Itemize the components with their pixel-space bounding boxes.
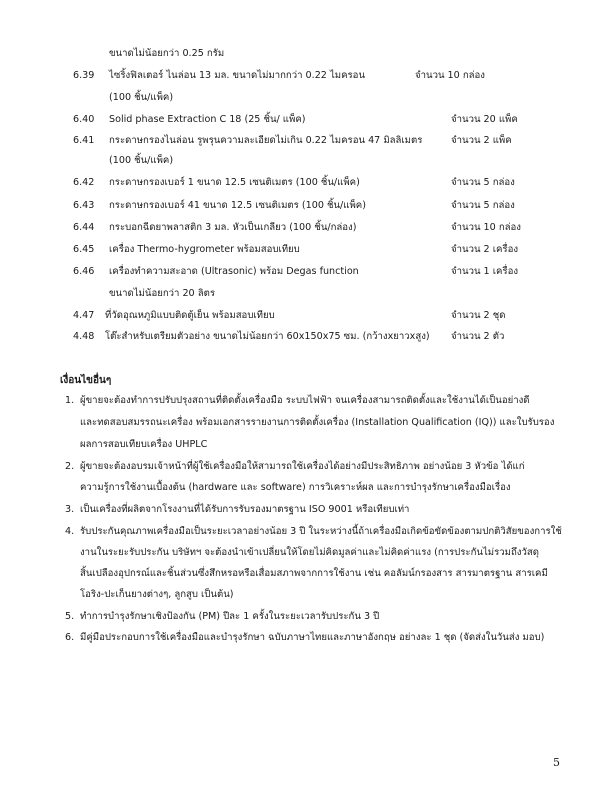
item-quantity: จำนวน 10 กล่อง [415,70,485,81]
item-text: โต๊ะสำหรับเตรียมตัวอย่าง ขนาดไม่น้อยกว่า 60x150x75 ซม. (กว้างxยาวxสูง) [105,331,430,342]
item-number: 4.47 [73,310,95,321]
conditions-heading: เงื่อนไขอื่นๆ [60,375,112,386]
condition-line: งานในระยะรับประกัน บริษัทฯ จะต้องนำเข้าเปลี่ยนให้โดยไม่คิดมูลค่าและไม่คิดค่าแรง (การประกันไม่รวมถึงวัสดุ [80,547,539,558]
item-quantity: จำนวน 5 กล่อง [451,200,515,211]
item-number: 6.40 [73,114,95,125]
condition-line: ทำการบำรุงรักษาเชิงป้องกัน (PM) ปีละ 1 ครั้งในระยะเวลารับประกัน 3 ปี [80,611,380,622]
item-text-continued: ขนาดไม่น้อยกว่า 20 ลิตร [109,288,215,299]
condition-line: มีคู่มือประกอบการใช้เครื่องมือและบำรุงรักษา ฉบับภาษาไทยและภาษาอังกฤษ อย่างละ 1 ชุด (จัดส่งในวันส่ง มอบ) [80,632,545,643]
item-text: Solid phase Extraction C 18 (25 ชิ้น/ แพ็ค) [109,114,306,125]
page-number: 5 [553,756,560,769]
item-number: 4.48 [73,331,95,342]
item-text: ที่วัดอุณหภูมิแบบติดตู้เย็น พร้อมสอบเทียบ [105,310,275,321]
item-quantity: จำนวน 1 เครื่อง [451,266,519,277]
item-text: กระบอกฉีดยาพลาสติก 3 มล. หัวเป็นเกลียว (100 ชิ้น/กล่อง) [109,222,357,233]
item-text-continued: (100 ชิ้น/แพ็ค) [109,155,174,166]
condition-number: 5. [65,611,75,622]
condition-line: ผู้ขายจะต้องทำการปรับปรุงสถานที่ติดตั้งเครื่องมือ ระบบไฟฟ้า จนเครื่องสามารถติดตั้งและใช้งานได้เป็นอย่างดี [80,395,530,406]
condition-number: 6. [65,632,75,643]
condition-line: รับประกันคุณภาพเครื่องมือเป็นระยะเวลาอย่างน้อย 3 ปี ในระหว่างนี้ถ้าเครื่องมือเกิดข้อขัดข้องตามปกติวิสัยของการใช้ [80,526,562,537]
item-text: เครื่อง Thermo-hygrometer พร้อมสอบเทียบ [109,244,300,255]
item-number: 6.45 [73,244,95,255]
condition-line: สิ้นเปลืองอุปกรณ์และชิ้นส่วนซึ่งสึกหรอหรือเสื่อมสภาพจากการใช้งาน เช่น คอลัมน์กรองสาร สารมาตรฐาน สารเคมี [80,568,548,579]
condition-line: ความรู้การใช้งานเบื้องต้น (hardware และ software) การวิเคราะห์ผล และการบำรุงรักษาเครื่องมือเรื่อง [80,482,511,493]
item-number: 6.39 [73,70,95,81]
item-number: 6.42 [73,177,95,188]
item-text: ไซริ้งฟิลเตอร์ ไนล่อน 13 มล. ขนาดไม่มากกว่า 0.22 ไมครอน [109,70,365,81]
item-text: กระดาษกรองไนล่อน รูพรุนความละเอียดไม่เกิน 0.22 ไมครอน 47 มิลลิเมตร [109,135,423,146]
condition-number: 4. [65,526,75,537]
item-number: 6.44 [73,222,95,233]
item-quantity: จำนวน 5 กล่อง [451,177,515,188]
item-text: เครื่องทำความสะอาด (Ultrasonic) พร้อม Degas function [109,266,359,277]
condition-line: ผลการสอบเทียบเครื่อง UHPLC [80,439,208,450]
item-text-continued: (100 ชิ้น/แพ็ค) [109,92,174,103]
item-quantity: จำนวน 20 แพ็ค [451,114,518,125]
item-quantity: จำนวน 2 แพ็ค [451,135,512,146]
item-number: 6.41 [73,135,95,146]
condition-line: ผู้ขายจะต้องอบรมเจ้าหน้าที่ผู้ใช้เครื่องมือให้สามารถใช้เครื่องได้อย่างมีประสิทธิภาพ อย่างน้อย 3 หัวข้อ ได้แก่ [80,461,525,472]
item-text: กระดาษกรองเบอร์ 1 ขนาด 12.5 เซนติเมตร (100 ชิ้น/แพ็ค) [109,177,360,188]
item-quantity: จำนวน 2 เครื่อง [451,244,519,255]
item-quantity: จำนวน 2 ชุด [451,310,506,321]
item-quantity: จำนวน 10 กล่อง [451,222,521,233]
lead-line: ขนาดไม่น้อยกว่า 0.25 กรัม [109,48,225,59]
item-number: 6.43 [73,200,95,211]
condition-number: 1. [65,395,75,406]
condition-line: และทดสอบสมรรถนะเครื่อง พร้อมเอกสารรายงานการติดตั้งเครื่อง (Installation Qualification (IQ)) และใบรับรอง [80,417,555,428]
condition-line: เป็นเครื่องที่ผลิตจากโรงงานที่ได้รับการรับรองมาตรฐาน ISO 9001 หรือเทียบเท่า [80,504,410,515]
condition-line: โอริง-ปะเก็นยางต่างๆ, ลูกสูบ เป็นต้น) [80,589,234,600]
item-text: กระดาษกรองเบอร์ 41 ขนาด 12.5 เซนติเมตร (100 ชิ้น/แพ็ค) [109,200,366,211]
item-number: 6.46 [73,266,95,277]
item-quantity: จำนวน 2 ตัว [451,331,505,342]
condition-number: 3. [65,504,75,515]
condition-number: 2. [65,461,75,472]
